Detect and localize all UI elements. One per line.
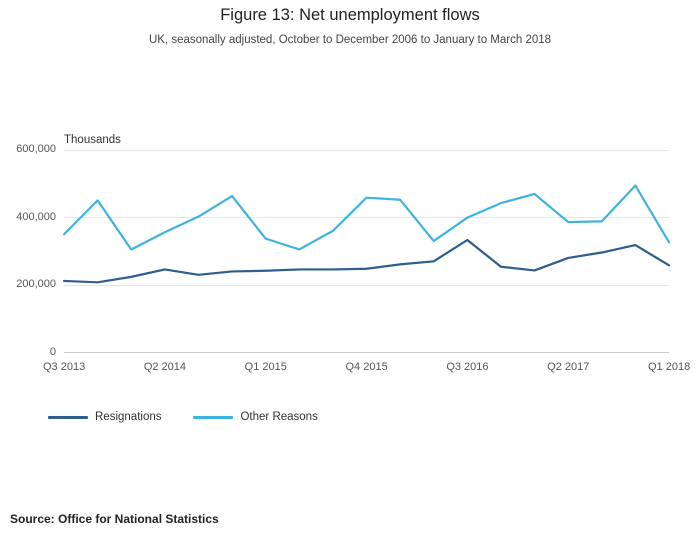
chart-legend xyxy=(48,407,342,427)
x-tick-label: Q2 2014 xyxy=(143,361,187,373)
page-title: Figure 13: Net unemployment flows xyxy=(220,6,480,24)
legend-swatch-resignations xyxy=(48,416,88,419)
chart-subtitle: UK, seasonally adjusted, October to December 2006 to January to March 2018 xyxy=(148,34,552,46)
y-tick-label: 0 xyxy=(49,346,56,358)
legend-item-resignations xyxy=(48,411,161,423)
x-tick-label: Q2 2017 xyxy=(547,361,590,373)
x-tick-label: Q3 2013 xyxy=(43,361,86,373)
line-resignations xyxy=(64,240,669,282)
y-tick-label: 400,000 xyxy=(16,210,56,223)
x-tick-label: Q1 2015 xyxy=(244,361,287,373)
y-tick-label: 200,000 xyxy=(16,278,56,291)
x-tick-label: Q4 2015 xyxy=(345,361,388,373)
series-lines xyxy=(64,150,669,353)
y-axis-unit-label: Thousands xyxy=(64,134,121,146)
legend-label-other-reasons: Other Reasons xyxy=(240,411,318,423)
legend-swatch-other-reasons xyxy=(193,416,233,419)
plot-area xyxy=(64,150,669,353)
source-note: Source: Office for National Statistics xyxy=(10,512,219,526)
legend-item-other-reasons xyxy=(193,411,317,423)
line-other-reasons xyxy=(64,186,669,250)
x-tick-label: Q3 2016 xyxy=(446,361,489,373)
x-tick-label: Q1 2018 xyxy=(648,361,691,373)
legend-label-resignations: Resignations xyxy=(95,411,162,423)
y-tick-label: 600,000 xyxy=(16,143,56,155)
